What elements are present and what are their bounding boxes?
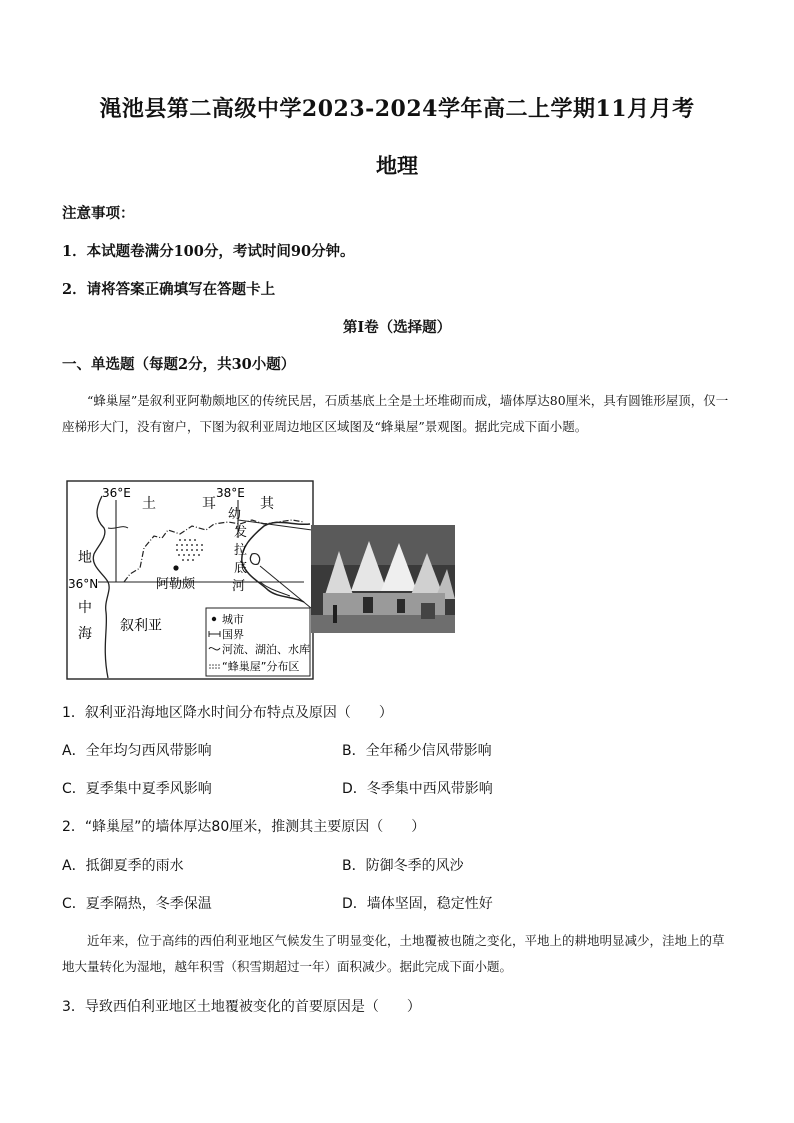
- label-lat-36n: 36°N: [68, 577, 99, 591]
- label-sea-3: 海: [78, 626, 92, 642]
- aleppo-city-dot: [173, 565, 178, 570]
- q1-option-a[interactable]: A．全年均匀西风带影响: [62, 743, 212, 759]
- question-2: 2．“蜂巢屋”的墙体厚达80厘米，推测其主要原因（ ）: [62, 819, 426, 835]
- label-river-1: 幼: [228, 507, 242, 522]
- passage-1: “蜂巢屋”是叙利亚阿勒颇地区的传统民居，石质基底上全是土坯堆砌而成，墙体厚达80厘米，具有圆锥形屋顶，仅一座梯形大门，没有窗户，下图为叙利亚周边地区区域图及“蜂巢屋”景观图。据此完成下面小题。: [62, 393, 729, 434]
- label-lon-36e: 36°E: [102, 486, 131, 500]
- label-er: 耳: [202, 496, 216, 512]
- q2-option-d[interactable]: D．墙体坚固，稳定性好: [342, 896, 493, 912]
- label-aleppo: 阿勒颇: [156, 577, 196, 592]
- subject-title: 地理: [376, 153, 418, 178]
- beehive-house-photo: [311, 525, 455, 633]
- label-syria: 叙利亚: [120, 618, 162, 634]
- legend-border: 国界: [222, 628, 244, 641]
- label-tu: 土: [142, 496, 156, 512]
- q1-option-d[interactable]: D．冬季集中西风带影响: [342, 781, 493, 797]
- notice-item-1: 1．本试题卷满分100分，考试时间90分钟。: [62, 243, 355, 260]
- notice-heading: 注意事项：: [62, 205, 135, 222]
- q2-option-c[interactable]: C．夏季隔热，冬季保温: [62, 896, 212, 912]
- question-1: 1．叙利亚沿海地区降水时间分布特点及原因（ ）: [62, 705, 393, 721]
- question-3: 3．导致西伯利亚地区土地覆被变化的首要原因是（ ）: [62, 999, 421, 1015]
- label-qi: 其: [260, 496, 274, 512]
- volume-title: 第Ⅰ卷（选择题）: [342, 319, 452, 336]
- legend-city: 城市: [222, 613, 244, 626]
- exam-title: 渑池县第二高级中学2023-2024学年高二上学期11月月考: [99, 96, 695, 122]
- label-river-5: 河: [232, 579, 246, 594]
- label-river-2: 发: [234, 525, 248, 540]
- passage-2: 近年来，位于高纬的西伯利亚地区气候发生了明显变化，土地覆被也随之变化，平地上的耕地明显减少，洼地上的草地大量转化为湿地，越年积雪（积雪期超过一年）面积减少。据此完成下面小题。: [62, 933, 725, 974]
- legend-water: 河流、湖泊、水库: [222, 643, 310, 656]
- q1-option-b[interactable]: B．全年稀少信风带影响: [342, 743, 492, 759]
- legend-hive: “蜂巢屋”分布区: [222, 660, 300, 673]
- q2-option-b[interactable]: B．防御冬季的风沙: [342, 858, 464, 874]
- label-sea-1: 地: [78, 550, 92, 566]
- label-sea-2: 中: [78, 600, 92, 616]
- q2-option-a[interactable]: A．抵御夏季的雨水: [62, 858, 184, 874]
- notice-item-2: 2．请将答案正确填写在答题卡上: [62, 281, 276, 298]
- section-heading: 一、单选题（每题2分，共30小题）: [62, 356, 296, 373]
- q1-option-c[interactable]: C．夏季集中夏季风影响: [62, 781, 212, 797]
- label-river-4: 底: [234, 561, 248, 576]
- label-river-3: 拉: [234, 543, 248, 558]
- legend-city-symbol: [212, 617, 216, 621]
- label-lon-38e: 38°E: [216, 486, 245, 500]
